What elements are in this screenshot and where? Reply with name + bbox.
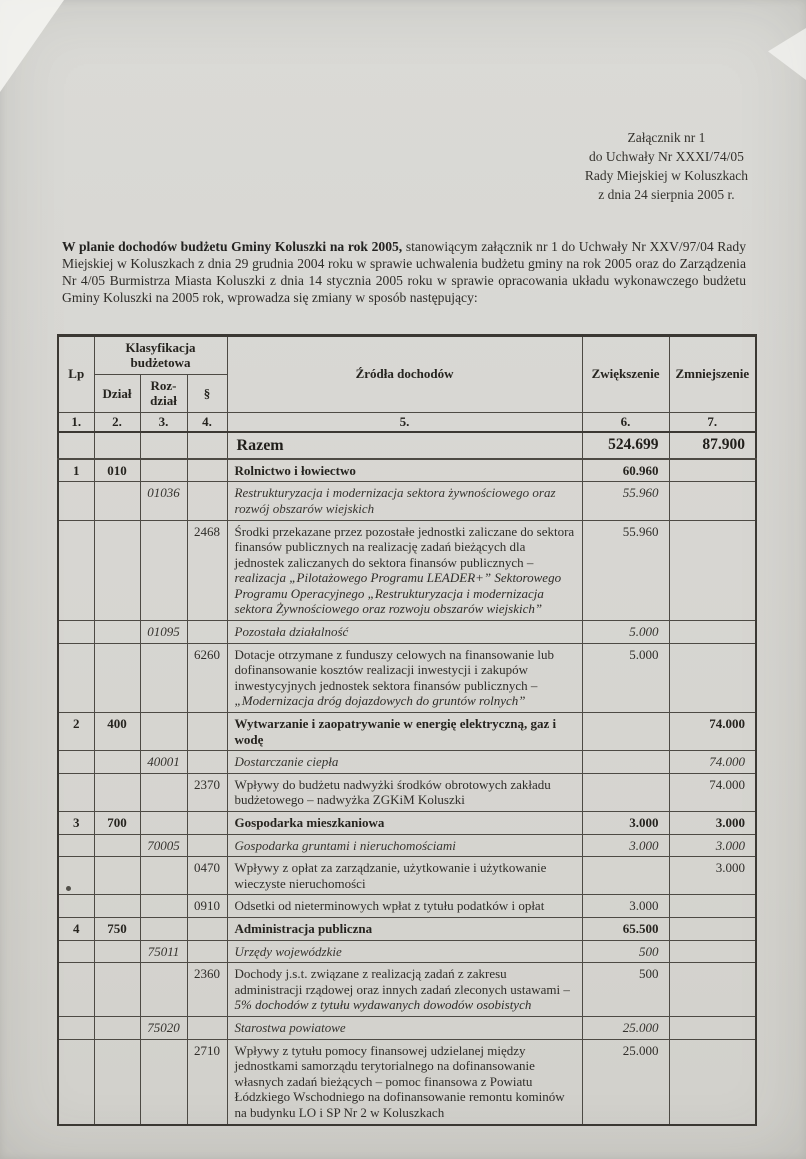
table-row: [58, 857, 756, 895]
cell-decrease: [669, 482, 756, 520]
cell-lp: [58, 895, 94, 918]
cell-decrease: [669, 917, 756, 940]
annex-header-block: [585, 128, 748, 205]
cell-rozdzial: [140, 963, 187, 1017]
cell-source: [227, 812, 582, 835]
cell-source: [227, 482, 582, 520]
table-row: [58, 621, 756, 644]
cell-paragraph: 2370: [187, 773, 227, 811]
cell-increase: 65.500: [582, 917, 669, 940]
source-text: Dochody j.s.t. związane z realizacją zadań z zakresu administracji rządowej oraz innych zadań zleconych ustawami –: [234, 966, 570, 997]
source-text: Urzędy wojewódzkie: [234, 943, 342, 959]
col-header-zwiekszenie: Zwiększenie: [582, 335, 669, 412]
cell-decrease: [669, 459, 756, 482]
cell-source: [227, 940, 582, 963]
annex-line: do Uchwały Nr XXXI/74/05: [589, 149, 744, 165]
cell-increase: [582, 773, 669, 811]
scan-corner-top-left: [0, 0, 64, 92]
col-header-lp: Lp: [58, 335, 94, 412]
scan-corner-top-right: [768, 28, 806, 80]
cell-rozdzial: 70005: [140, 834, 187, 857]
cell-decrease: [669, 643, 756, 712]
cell-rozdzial: 75011: [140, 940, 187, 963]
cell-increase: [582, 713, 669, 751]
source-text: Wpływy z tytułu pomocy finansowej udzielanej między jednostkami samorządu terytorialnego na dofinansowanie własnych zadań bieżących – pomoc finansowa z Powiatu Łódzkiego Wschodniego na dofinansowanie remontu kominów na budynku LO i SP Nr 2 w Koluszkach: [234, 1042, 565, 1120]
col-number: 5.: [227, 412, 582, 431]
cell-rozdzial: [140, 812, 187, 835]
table-row: [58, 773, 756, 811]
cell-lp: [58, 773, 94, 811]
table-row: [58, 520, 756, 621]
table-header: [58, 335, 756, 431]
budget-changes-table: [57, 334, 757, 1126]
col-number: 2.: [94, 412, 140, 431]
cell-lp: 1: [58, 459, 94, 482]
cell-dzial: [94, 773, 140, 811]
source-text: Starostwa powiatowe: [234, 1019, 346, 1035]
cell-increase: 25.000: [582, 1016, 669, 1039]
cell-decrease: 3.000: [669, 834, 756, 857]
col-header-paragraph: §: [187, 374, 227, 412]
cell-lp: 2: [58, 713, 94, 751]
ink-speck: [66, 886, 71, 891]
table-row: [58, 482, 756, 520]
cell-increase: 500: [582, 963, 669, 1017]
cell-decrease: 74.000: [669, 751, 756, 774]
cell-paragraph: [187, 459, 227, 482]
cell-paragraph: [187, 751, 227, 774]
cell-increase: [582, 751, 669, 774]
cell-paragraph: [187, 812, 227, 835]
cell-decrease: [669, 895, 756, 918]
cell-lp: [58, 857, 94, 895]
cell-increase: 55.960: [582, 482, 669, 520]
annex-line: z dnia 24 sierpnia 2005 r.: [598, 187, 735, 203]
col-header-zrodla-dochodow: Źródła dochodów: [227, 335, 582, 412]
source-text: Pozostała działalność: [234, 624, 349, 640]
cell-decrease: 74.000: [669, 713, 756, 751]
cell-dzial: [94, 482, 140, 520]
source-text: Gospodarka gruntami i nieruchomościami: [234, 837, 456, 853]
col-header-dzial: Dział: [94, 374, 140, 412]
table-body: [58, 432, 756, 1125]
cell-lp: [58, 940, 94, 963]
cell-rozdzial: [140, 459, 187, 482]
cell-rozdzial: [140, 432, 187, 459]
table-row: [58, 713, 756, 751]
cell-increase: 5.000: [582, 643, 669, 712]
cell-source: [227, 1016, 582, 1039]
column-number-row: [58, 412, 756, 431]
cell-decrease: [669, 520, 756, 621]
table-row: [58, 834, 756, 857]
cell-increase: 500: [582, 940, 669, 963]
table-row: [58, 1016, 756, 1039]
cell-paragraph: [187, 1016, 227, 1039]
col-number: 3.: [140, 412, 187, 431]
source-text: Wytwarzanie i zaopatrywanie w energię elektryczną, gaz i wodę: [234, 716, 557, 747]
cell-paragraph: [187, 940, 227, 963]
cell-paragraph: 2468: [187, 520, 227, 621]
cell-source: [227, 643, 582, 712]
cell-source: [227, 773, 582, 811]
cell-increase: 3.000: [582, 895, 669, 918]
cell-lp: [58, 520, 94, 621]
cell-decrease: [669, 1039, 756, 1124]
cell-source: [227, 520, 582, 621]
cell-rozdzial: 40001: [140, 751, 187, 774]
cell-dzial: 750: [94, 917, 140, 940]
cell-increase: 5.000: [582, 621, 669, 644]
cell-decrease: [669, 963, 756, 1017]
col-number: 6.: [582, 412, 669, 431]
cell-decrease: [669, 940, 756, 963]
table-row: [58, 643, 756, 712]
cell-paragraph: [187, 917, 227, 940]
col-header-klasyfikacja: Klasyfikacja budżetowa: [94, 335, 227, 374]
cell-dzial: [94, 857, 140, 895]
cell-paragraph: [187, 432, 227, 459]
cell-increase: 60.960: [582, 459, 669, 482]
cell-decrease: 3.000: [669, 857, 756, 895]
source-text: Administracja publiczna: [234, 920, 373, 936]
cell-paragraph: 0470: [187, 857, 227, 895]
cell-dzial: [94, 520, 140, 621]
table-row: [58, 895, 756, 918]
cell-paragraph: [187, 713, 227, 751]
source-text-italic: 5% dochodów z tytułu wydawanych dowodów osobistych: [234, 997, 532, 1013]
cell-dzial: [94, 834, 140, 857]
source-text: Gospodarka mieszkaniowa: [234, 815, 385, 830]
cell-paragraph: 2710: [187, 1039, 227, 1124]
cell-rozdzial: 75020: [140, 1016, 187, 1039]
cell-source: [227, 459, 582, 482]
cell-source: [227, 834, 582, 857]
cell-lp: 3: [58, 812, 94, 835]
cell-lp: [58, 963, 94, 1017]
cell-dzial: 700: [94, 812, 140, 835]
cell-lp: 4: [58, 917, 94, 940]
cell-dzial: [94, 432, 140, 459]
source-text: Wpływy do budżetu nadwyżki środków obrotowych zakładu budżetowego – nadwyżka ZGKiM Koluszki: [234, 776, 551, 808]
annex-line: Rady Miejskiej w Koluszkach: [584, 168, 748, 184]
table-row: [58, 432, 756, 459]
source-text: Dostarczanie ciepła: [234, 754, 339, 770]
cell-paragraph: [187, 621, 227, 644]
intro-bold-lead: W planie dochodów budżetu Gminy Koluszki na rok 2005,: [62, 238, 403, 254]
cell-increase: 25.000: [582, 1039, 669, 1124]
cell-dzial: [94, 895, 140, 918]
source-text: Dotacje otrzymane z funduszy celowych na finansowanie lub dofinansowanie kosztów realizacji inwestycji i zakupów inwestycyjnych jednostek sektora finansów publicznych –: [234, 646, 554, 693]
cell-rozdzial: [140, 917, 187, 940]
cell-decrease: [669, 621, 756, 644]
cell-rozdzial: [140, 520, 187, 621]
cell-lp: [58, 432, 94, 459]
source-text: Odsetki od nieterminowych wpłat z tytułu podatków i opłat: [234, 898, 545, 914]
source-text: Środki przekazane przez pozostałe jednostki zaliczane do sektora finansów publicznych na realizację zadań bieżących dla jednostek zaliczanych do sektora finansów publicznych –: [234, 523, 575, 570]
cell-paragraph: [187, 482, 227, 520]
cell-lp: [58, 643, 94, 712]
cell-rozdzial: [140, 643, 187, 712]
cell-decrease: 87.900: [669, 432, 756, 459]
col-number: 7.: [669, 412, 756, 431]
cell-lp: [58, 1039, 94, 1124]
cell-rozdzial: 01036: [140, 482, 187, 520]
cell-dzial: [94, 963, 140, 1017]
cell-dzial: [94, 1016, 140, 1039]
cell-paragraph: 0910: [187, 895, 227, 918]
cell-lp: [58, 751, 94, 774]
cell-dzial: [94, 643, 140, 712]
col-header-rozdzial: Roz-dział: [140, 374, 187, 412]
cell-rozdzial: 01095: [140, 621, 187, 644]
source-text: Razem: [236, 436, 284, 454]
cell-increase: [582, 857, 669, 895]
cell-increase: 3.000: [582, 812, 669, 835]
col-number: 1.: [58, 412, 94, 431]
cell-decrease: [669, 1016, 756, 1039]
cell-dzial: [94, 940, 140, 963]
cell-dzial: [94, 751, 140, 774]
source-text: Rolnictwo i łowiectwo: [234, 462, 356, 478]
cell-lp: [58, 482, 94, 520]
col-header-zmniejszenie: Zmniejsze​nie: [669, 335, 756, 412]
cell-lp: [58, 834, 94, 857]
cell-rozdzial: [140, 1039, 187, 1124]
source-text-italic: realizacja „Pilotażowego Programu LEADER+” Sektorowego Programu Operacyjnego „Restrukturyzacja i modernizacja sektora Żywnościowego oraz rozwoju obszarów wiejskich”: [234, 570, 562, 617]
source-text: Wpływy z opłat za zarządzanie, użytkowanie i użytkowanie wieczyste nieruchomości: [234, 860, 547, 891]
cell-rozdzial: [140, 857, 187, 895]
cell-dzial: [94, 1039, 140, 1124]
cell-source: [227, 432, 582, 459]
cell-increase: 524.699: [582, 432, 669, 459]
cell-source: [227, 621, 582, 644]
table-row: [58, 917, 756, 940]
cell-source: [227, 895, 582, 918]
col-number: 4.: [187, 412, 227, 431]
table-row: [58, 963, 756, 1017]
cell-paragraph: [187, 834, 227, 857]
cell-source: [227, 751, 582, 774]
cell-increase: 3.000: [582, 834, 669, 857]
cell-rozdzial: [140, 773, 187, 811]
cell-rozdzial: [140, 895, 187, 918]
cell-lp: [58, 621, 94, 644]
cell-source: [227, 963, 582, 1017]
cell-paragraph: 2360: [187, 963, 227, 1017]
table-row: [58, 1039, 756, 1124]
annex-line: Załącznik nr 1: [627, 130, 706, 145]
cell-dzial: [94, 621, 140, 644]
intro-paragraph: [62, 239, 746, 307]
cell-decrease: 74.000: [669, 773, 756, 811]
source-text: Restrukturyzacja i modernizacja sektora żywnościowego oraz rozwój obszarów wiejskich: [234, 485, 556, 516]
table-row: [58, 459, 756, 482]
cell-source: [227, 857, 582, 895]
cell-source: [227, 713, 582, 751]
cell-paragraph: 6260: [187, 643, 227, 712]
table-row: [58, 812, 756, 835]
cell-dzial: 010: [94, 459, 140, 482]
cell-increase: 55.960: [582, 520, 669, 621]
intro-body-text: stanowiącym załącznik nr 1 do Uchwały Nr XXV/97/04 Rady Miejskiej w Koluszkach z dnia 29 grudnia 2004 roku w sprawie uchwalenia budżetu gminy na rok 2005 oraz do Zarządzenia Nr 4/05 Burmistrza Miasta Koluszki z dnia 14 stycznia 2005 roku w sprawie opracowania układu wykonawczego budżetu Gminy Koluszki na 2005 rok, wprowadza się zmiany w sposób następujący:: [62, 238, 746, 305]
cell-source: [227, 917, 582, 940]
cell-decrease: 3.000: [669, 812, 756, 835]
cell-rozdzial: [140, 713, 187, 751]
cell-lp: [58, 1016, 94, 1039]
table-row: [58, 940, 756, 963]
table-row: [58, 751, 756, 774]
source-text-italic: „Modernizacja dróg dojazdowych do gruntów rolnych”: [234, 693, 526, 709]
cell-dzial: 400: [94, 713, 140, 751]
cell-source: [227, 1039, 582, 1124]
